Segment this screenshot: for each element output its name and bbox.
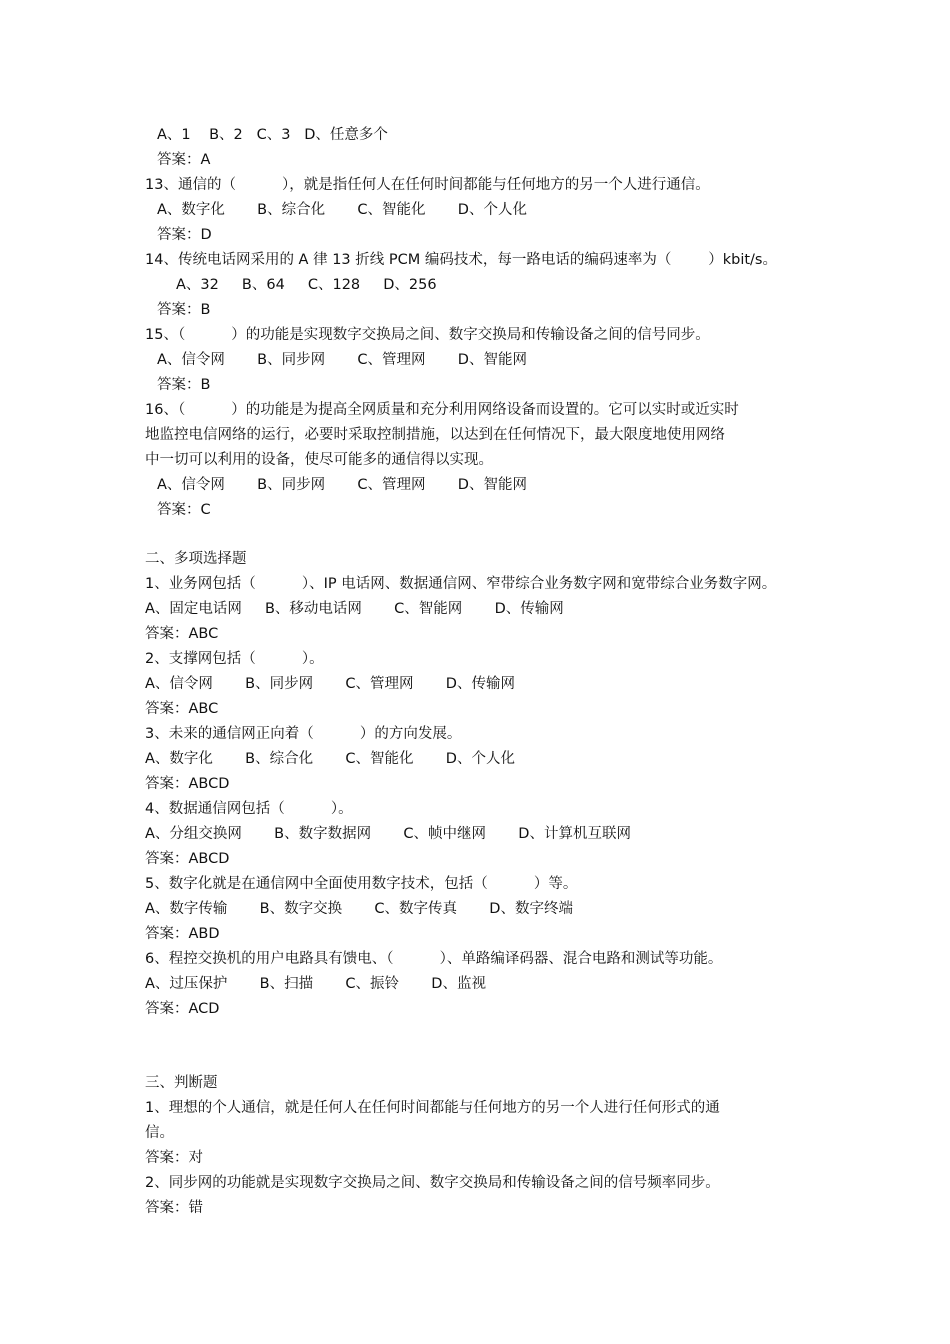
q15-answer: 答案：B: [157, 377, 211, 393]
q13-options: A、数字化 B、综合化 C、智能化 D、个人化: [157, 202, 527, 218]
q16-options: A、信令网 B、同步网 C、管理网 D、智能网: [157, 477, 527, 493]
mq2-options: A、信令网 B、同步网 C、管理网 D、传输网: [145, 676, 515, 692]
tf1-answer: 答案：对: [145, 1150, 203, 1166]
q12-answer: 答案：A: [157, 152, 211, 168]
q13-answer: 答案：D: [157, 227, 212, 243]
mq1-options: A、固定电话网 B、移动电话网 C、智能网 D、传输网: [145, 601, 564, 617]
mq3-answer: 答案：ABCD: [145, 776, 230, 792]
mq3-question: 3、未来的通信网正向着（ ）的方向发展。: [145, 726, 462, 742]
q15-question: 15、（ ）的功能是实现数字交换局之间、数字交换局和传输设备之间的信号同步。: [145, 327, 710, 343]
tf2-question: 2、同步网的功能就是实现数字交换局之间、数字交换局和传输设备之间的信号频率同步。: [145, 1175, 720, 1191]
mq1-answer: 答案：ABC: [145, 626, 219, 642]
tf1-question-line1: 1、理想的个人通信，就是任何人在任何时间都能与任何地方的另一个人进行任何形式的通: [145, 1100, 720, 1116]
mq6-answer: 答案：ACD: [145, 1001, 220, 1017]
q14-question: 14、传统电话网采用的 A 律 13 折线 PCM 编码技术，每一路电话的编码速率为（ ）kbit/s。: [145, 252, 777, 268]
q14-answer: 答案：B: [157, 302, 211, 318]
mq2-question: 2、支撑网包括（ ）。: [145, 651, 324, 667]
q13-question: 13、通信的（ ），就是指任何人在任何时间都能与任何地方的另一个人进行通信。: [145, 177, 710, 193]
q12-options: A、1 B、2 C、3 D、任意多个: [157, 127, 388, 143]
mq1-question: 1、业务网包括（ ）、IP 电话网、数据通信网、窄带综合业务数字网和宽带综合业务数字网。: [145, 576, 777, 592]
q16-answer: 答案：C: [157, 502, 211, 518]
mq3-options: A、数字化 B、综合化 C、智能化 D、个人化: [145, 751, 515, 767]
mq6-options: A、过压保护 B、扫描 C、振铃 D、监视: [145, 976, 486, 992]
q16-question-line2: 地监控电信网络的运行，必要时采取控制措施，以达到在任何情况下，最大限度地使用网络: [145, 427, 725, 443]
mq5-answer: 答案：ABD: [145, 926, 220, 942]
q14-options: A、32 B、64 C、128 D、256: [176, 277, 437, 293]
mq5-question: 5、数字化就是在通信网中全面使用数字技术，包括（ ）等。: [145, 876, 578, 892]
mq2-answer: 答案：ABC: [145, 701, 219, 717]
section-3-heading: 三、判断题: [145, 1075, 218, 1091]
section-2-heading: 二、多项选择题: [145, 551, 247, 567]
mq6-question: 6、程控交换机的用户电路具有馈电、（ ）、单路编译码器、混合电路和测试等功能。: [145, 951, 723, 967]
q16-question-line1: 16、（ ）的功能是为提高全网质量和充分利用网络设备而设置的。它可以实时或近实时: [145, 402, 739, 418]
q15-options: A、信令网 B、同步网 C、管理网 D、智能网: [157, 352, 527, 368]
tf1-question-line2: 信。: [145, 1125, 174, 1141]
mq4-options: A、分组交换网 B、数字数据网 C、帧中继网 D、计算机互联网: [145, 826, 631, 842]
tf2-answer: 答案：错: [145, 1200, 203, 1216]
q16-question-line3: 中一切可以利用的设备，使尽可能多的通信得以实现。: [145, 452, 493, 468]
mq4-question: 4、数据通信网包括（ ）。: [145, 801, 353, 817]
mq4-answer: 答案：ABCD: [145, 851, 230, 867]
mq5-options: A、数字传输 B、数字交换 C、数字传真 D、数字终端: [145, 901, 573, 917]
